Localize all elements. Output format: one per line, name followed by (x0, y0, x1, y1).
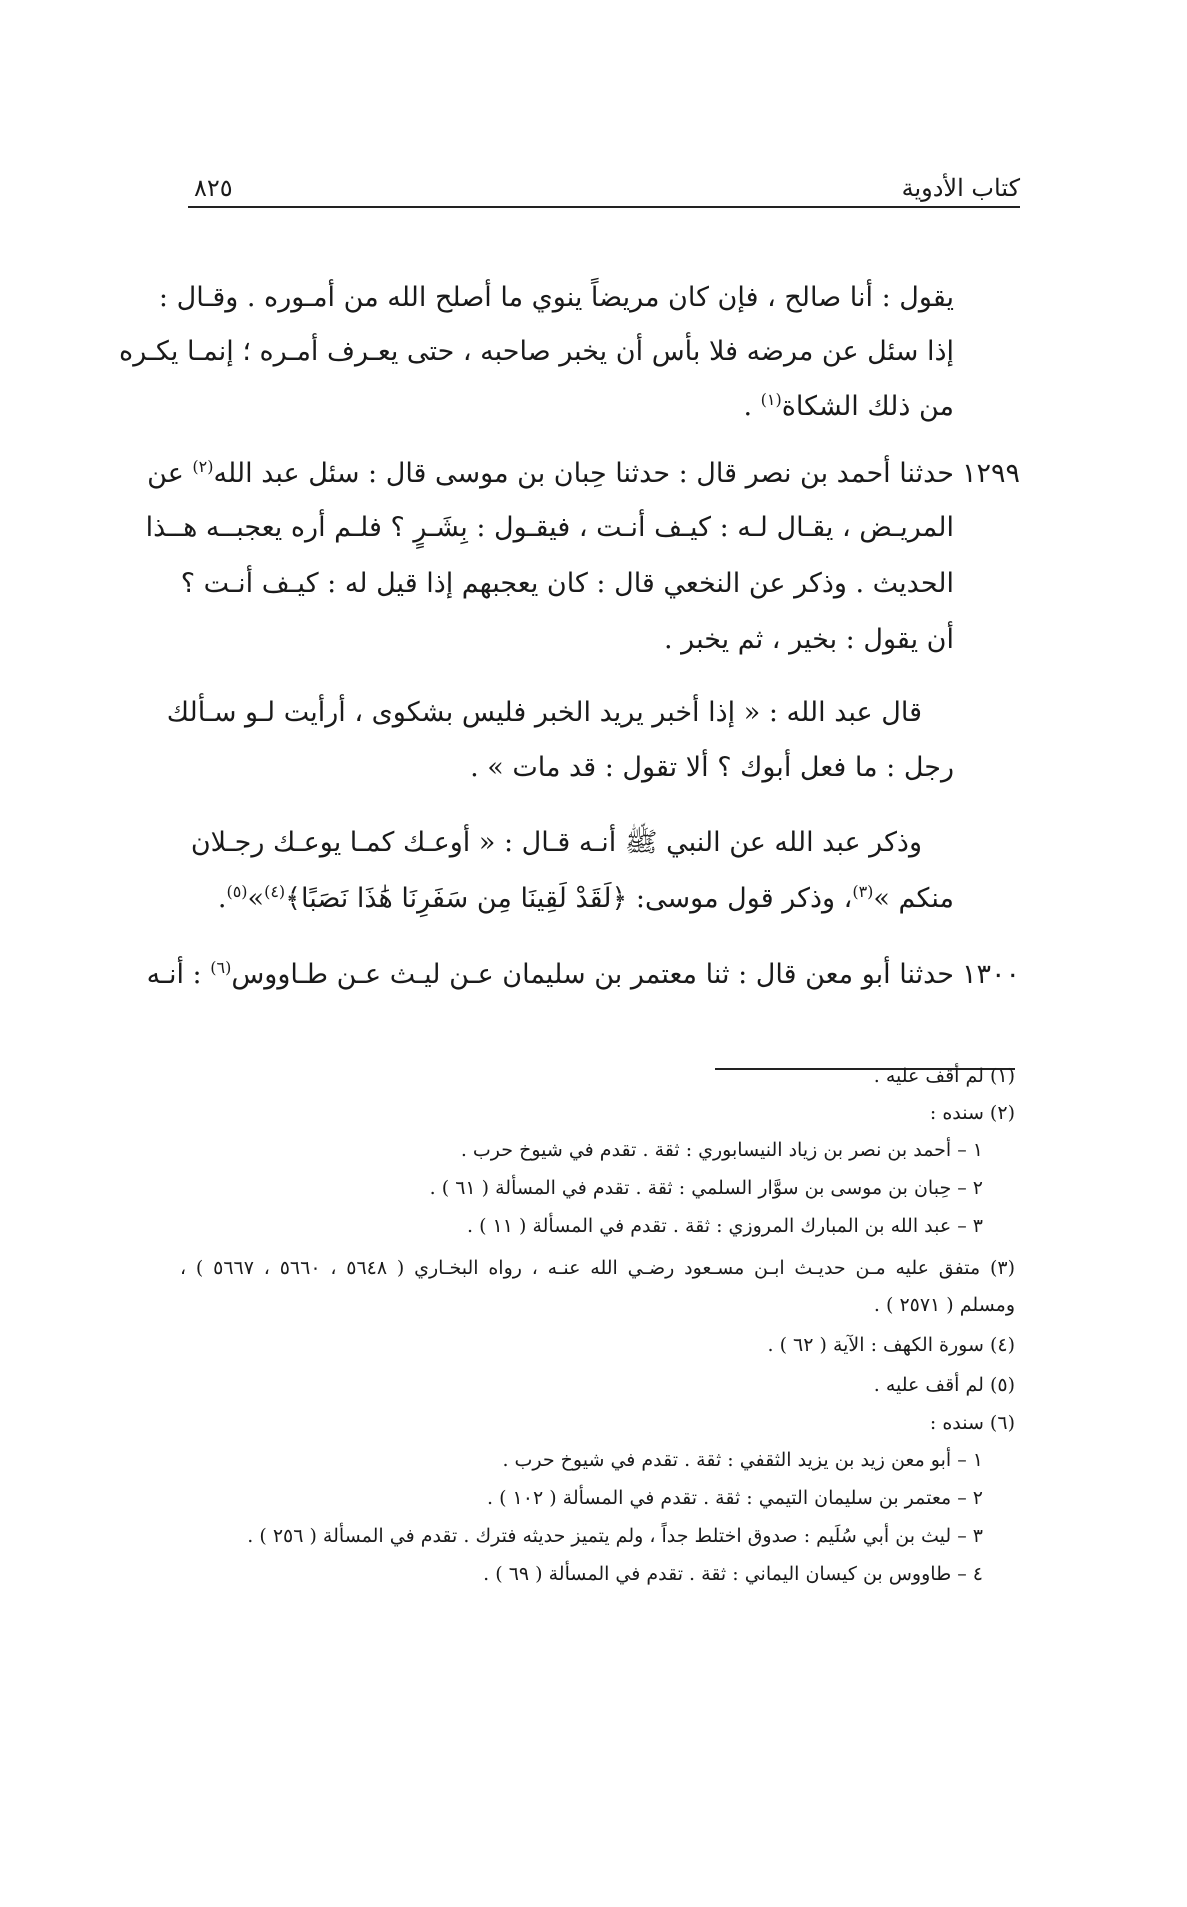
text-line: منكم »$^{(٣)}$، وذكر قول موسى: ﴿لَقَدْ لَقِينَا مِن سَفَرِنَا هَٰذَا نَصَبًا﴾$^{(٤)}$»$^{(٥)}$. (217, 882, 954, 914)
text-line: الحديث . وذكر عن النخعي قال : كان يعجبهم إذا قيل له : كيـف أنـت ؟ (180, 568, 954, 599)
page-number: ٨٢٥ (194, 174, 233, 202)
footnote: (٢) سنده : (929, 1102, 1015, 1124)
text-line: يقول : أنا صالح ، فإن كان مريضاً ينوي ما أصلح الله من أمـوره . وقـال : (158, 282, 954, 313)
footnote-ref[interactable]: (٦) (210, 958, 232, 977)
footnote-item: ٤ – طاووس بن كيسان اليماني : ثقة . تقدم في المسألة ( ٦٩ ) . (483, 1563, 983, 1585)
footnote: (١) لم أقف عليه . (873, 1065, 1015, 1087)
header-rule (188, 206, 1020, 208)
footnote-item: ٢ – معتمر بن سليمان التيمي : ثقة . تقدم في المسألة ( ١٠٢ ) . (487, 1487, 983, 1509)
footnote-item: ٣ – عبد الله بن المبارك المروزي : ثقة . تقدم في المسألة ( ١١ ) . (467, 1215, 983, 1237)
footnote-ref[interactable]: (١) (760, 390, 782, 409)
footnote-ref[interactable]: (٤) (264, 882, 286, 901)
hadith-number: ١٢٩٩ (961, 458, 1020, 489)
page-header (188, 168, 1020, 208)
text-line: حدثنا أبو معن قال : ثنا معتمر بن سليمان عـن ليـث عـن طـاووس$^{(٦)}$ : أنـه (146, 958, 954, 990)
footnote-item: ١ – أبو معن زيد بن يزيد الثقفي : ثقة . تقدم في شيوخ حرب . (502, 1449, 983, 1471)
footnote-ref[interactable]: (٥) (226, 882, 248, 901)
footnote: (٤) سورة الكهف : الآية ( ٦٢ ) . (767, 1334, 1015, 1356)
footnote: (٣) متفق عليه مـن حديـث ابـن مسـعود رضـي الله عنـه ، رواه البخـاري ( ٥٦٤٨ ، ٥٦٦٠ ، ٥٦٦٧ ) ، (180, 1257, 1016, 1279)
text-line: من ذلك الشكاة$^{(١)}$ . (743, 390, 954, 422)
footnote-ref[interactable]: (٢) (192, 457, 214, 476)
footnote: (٦) سنده : (929, 1412, 1015, 1434)
quran-quote: ، وذكر قول موسى: ﴿لَقَدْ لَقِينَا مِن سَفَرِنَا هَٰذَا نَصَبًا﴾ (285, 883, 853, 914)
book-title: كتاب الأدوية (901, 174, 1020, 202)
footnote-item: ٢ – حِبان بن موسى بن سوَّار السلمي : ثقة . تقدم في المسألة ( ٦١ ) . (429, 1177, 983, 1199)
footnote: (٥) لم أقف عليه . (873, 1374, 1015, 1396)
footnote: ومسلم ( ٢٥٧١ ) . (873, 1294, 1015, 1316)
footnote-item: ١ – أحمد بن نصر بن زياد النيسابوري : ثقة . تقدم في شيوخ حرب . (460, 1139, 983, 1161)
text-line: المريـض ، يقـال لـه : كيـف أنـت ، فيقـول : بِشَـرٍ ؟ فلـم أره يعجبــه هــذا (145, 512, 954, 543)
text-line: رجل : ما فعل أبوك ؟ ألا تقول : قد مات » . (470, 752, 954, 783)
footnote-item: ٣ – ليث بن أبي سُلَيم : صدوق اختلط جداً ، ولم يتميز حديثه فترك . تقدم في المسألة ( ٢٥٦ ) . (247, 1525, 983, 1547)
text-line: وذكر عبد الله عن النبي ﷺ أنـه قـال : « أوعـك كمـا يوعـك رجـلان (190, 827, 922, 858)
hadith-number: ١٣٠٠ (961, 959, 1020, 990)
footnote-ref[interactable]: (٣) (852, 882, 874, 901)
text-line: حدثنا أحمد بن نصر قال : حدثنا حِبان بن موسى قال : سئل عبد الله$^{(٢)}$ عن (147, 457, 954, 489)
text-line: أن يقول : بخير ، ثم يخبر . (664, 624, 954, 655)
text-line: قال عبد الله : « إذا أخبر يريد الخبر فليس بشكوى ، أرأيت لـو سـألك (166, 697, 922, 728)
text-line: إذا سئل عن مرضه فلا بأس أن يخبر صاحبه ، حتى يعـرف أمـره ؛ إنمـا يكـره (119, 336, 954, 367)
